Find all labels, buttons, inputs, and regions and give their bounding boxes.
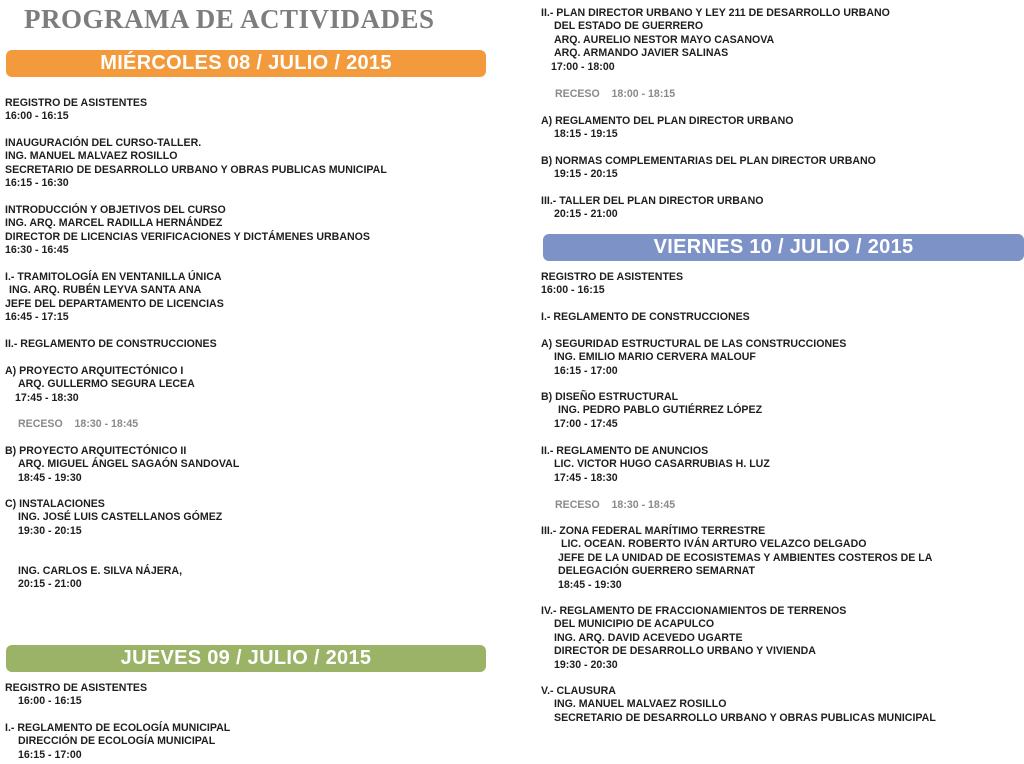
activity-time: 19:15 - 20:15 xyxy=(554,168,618,181)
activity-title: B) NORMAS COMPLEMENTARIAS DEL PLAN DIRECTOR URBANO xyxy=(541,155,876,167)
activity-time: 16:15 - 16:30 xyxy=(5,177,69,190)
activity-title: B) PROYECTO ARQUITECTÓNICO II xyxy=(5,445,187,457)
activity-introduccion xyxy=(5,204,370,258)
activity-normas xyxy=(541,155,876,182)
activity-plan-director xyxy=(541,7,890,74)
speaker-name: ARQ. GULLERMO SEGURA LECEA xyxy=(18,378,195,391)
speaker-role: DELEGACIÓN GUERRERO SEMARNAT xyxy=(558,565,755,578)
activity-time: 16:45 - 17:15 xyxy=(5,311,69,324)
activity-title: III.- ZONA FEDERAL MARÍTIMO TERRESTRE xyxy=(541,525,766,537)
activity-time: 18:45 - 19:30 xyxy=(18,471,82,484)
activity-time: 19:30 - 20:30 xyxy=(554,658,618,671)
activity-subtitle: DEL ESTADO DE GUERRERO xyxy=(554,20,704,33)
activity-tramitologia xyxy=(5,271,224,325)
activity-instalaciones xyxy=(5,498,222,538)
activity-title: IV.- REGLAMENTO DE FRACCIONAMIENTOS DE TERRENOS xyxy=(541,605,847,617)
speaker-name: ING. ARQ. MARCEL RADILLA HERNÁNDEZ xyxy=(5,217,223,230)
activity-fraccionamientos xyxy=(541,605,846,672)
activity-taller xyxy=(541,195,763,222)
speaker-name: LIC. OCEAN. ROBERTO IVÁN ARTURO VELAZCO DELGADO xyxy=(561,538,867,551)
speaker-name: ING. CARLOS E. SILVA NÁJERA, xyxy=(18,565,183,577)
activity-inauguracion xyxy=(5,137,387,191)
activity-registro xyxy=(5,97,147,124)
activity-time: 18:45 - 19:30 xyxy=(558,578,622,591)
receso-label: RECESO xyxy=(555,499,600,511)
day-banner-wednesday: MIÉRCOLES 08 / JULIO / 2015 xyxy=(6,50,486,77)
activity-registro xyxy=(541,271,683,298)
receso-break xyxy=(5,418,138,431)
activity-title: A) SEGURIDAD ESTRUCTURAL DE LAS CONSTRUCCIONES xyxy=(541,338,847,350)
activity-ecologia xyxy=(5,722,230,762)
activity-time: 16:00 - 16:15 xyxy=(541,284,605,297)
day-banner-thursday: JUEVES 09 / JULIO / 2015 xyxy=(6,645,486,672)
speaker-name: ARQ. AURELIO NESTOR MAYO CASANOVA xyxy=(554,33,775,46)
activity-time: 16:00 - 16:15 xyxy=(18,695,82,708)
speaker-name: ING. ARQ. DAVID ACEVEDO UGARTE xyxy=(554,631,743,644)
speaker-name: LIC. VICTOR HUGO CASARRUBIAS H. LUZ xyxy=(554,458,770,471)
activity-title: II.- REGLAMENTO DE ANUNCIOS xyxy=(541,445,709,457)
receso-label: RECESO xyxy=(555,88,600,100)
activity-title: I.- TRAMITOLOGÍA EN VENTANILLA ÚNICA xyxy=(5,271,222,283)
receso-time: 18:30 - 18:45 xyxy=(74,418,139,430)
activity-time: 18:15 - 19:15 xyxy=(554,128,618,141)
activity-time: 17:45 - 18:30 xyxy=(15,391,79,404)
activity-time: 17:00 - 18:00 xyxy=(551,60,615,73)
speaker-name: ING. ARQ. RUBÉN LEYVA SANTA ANA xyxy=(9,284,202,297)
activity-time: 20:15 - 21:00 xyxy=(554,208,618,221)
activity-title: II.- PLAN DIRECTOR URBANO Y LEY 211 DE DESARROLLO URBANO xyxy=(541,7,890,19)
speaker-role: JEFE DEL DEPARTAMENTO DE LICENCIAS xyxy=(5,297,224,310)
activity-title: REGISTRO DE ASISTENTES xyxy=(5,97,148,109)
section-reglamento-construcciones xyxy=(5,338,217,351)
activity-diseno xyxy=(541,391,762,431)
activity-clausura xyxy=(541,685,936,725)
activity-title: A) PROYECTO ARQUITECTÓNICO I xyxy=(5,365,184,377)
activity-time: 20:15 - 21:00 xyxy=(18,578,82,591)
activity-title: INTRODUCCIÓN Y OBJETIVOS DEL CURSO xyxy=(5,204,226,216)
activity-zona-federal xyxy=(541,525,932,592)
activity-registro xyxy=(5,682,147,709)
activity-title: INAUGURACIÓN DEL CURSO-TALLER. xyxy=(5,137,202,149)
speaker-name: ING. MANUEL MALVAEZ ROSILLO xyxy=(554,698,727,711)
day-banner-friday: VIERNES 10 / JULIO / 2015 xyxy=(543,234,1024,261)
activity-title: III.- TALLER DEL PLAN DIRECTOR URBANO xyxy=(541,195,764,207)
activity-time: 16:15 - 17:00 xyxy=(554,364,618,377)
speaker-name: ARQ. MIGUEL ÁNGEL SAGAÓN SANDOVAL xyxy=(18,458,240,471)
speaker-name: ING. EMILIO MARIO CERVERA MALOUF xyxy=(554,351,756,364)
speaker-name: ING. JOSÉ LUIS CASTELLANOS GÓMEZ xyxy=(18,511,223,524)
speaker-role: DIRECTOR DE LICENCIAS VERIFICACIONES Y DICTÁMENES URBANOS xyxy=(5,230,370,243)
receso-label: RECESO xyxy=(18,418,63,430)
speaker-role: SECRETARIO DE DESARROLLO URBANO Y OBRAS PUBLICAS MUNICIPAL xyxy=(554,711,936,724)
receso-time: 18:30 - 18:45 xyxy=(611,499,676,511)
activity-title: V.- CLAUSURA xyxy=(541,685,616,697)
section-title: I.- REGLAMENTO DE CONSTRUCCIONES xyxy=(541,311,750,323)
section-title: II.- REGLAMENTO DE CONSTRUCCIONES xyxy=(5,338,217,350)
speaker-role: JEFE DE LA UNIDAD DE ECOSISTEMAS Y AMBIENTES COSTEROS DE LA xyxy=(558,551,933,564)
speaker-role: SECRETARIO DE DESARROLLO URBANO Y OBRAS PUBLICAS MUNICIPAL xyxy=(5,163,387,176)
receso-break xyxy=(541,88,675,101)
activity-time: 16:00 - 16:15 xyxy=(5,110,69,123)
activity-anuncios xyxy=(541,445,770,485)
page-title: PROGRAMA DE ACTIVIDADES xyxy=(24,4,435,34)
speaker-name: DIRECCIÓN DE ECOLOGÍA MUNICIPAL xyxy=(18,735,216,748)
receso-time: 18:00 - 18:15 xyxy=(611,88,676,100)
activity-time: 17:00 - 17:45 xyxy=(554,417,618,430)
activity-time: 19:30 - 20:15 xyxy=(18,524,82,537)
activity-title: REGISTRO DE ASISTENTES xyxy=(541,271,684,283)
speaker-name: ARQ. ARMANDO JAVIER SALINAS xyxy=(554,47,729,60)
activity-title: C) INSTALACIONES xyxy=(5,498,105,510)
activity-proyecto-2 xyxy=(5,445,239,485)
speaker-role: DIRECTOR DE DESARROLLO URBANO Y VIVIENDA xyxy=(554,645,816,658)
activity-time: 16:15 - 17:00 xyxy=(18,748,82,761)
receso-break xyxy=(541,499,675,512)
activity-time: 16:30 - 16:45 xyxy=(5,244,69,257)
activity-title: I.- REGLAMENTO DE ECOLOGÍA MUNICIPAL xyxy=(5,722,231,734)
speaker-name: ING. MANUEL MALVAEZ ROSILLO xyxy=(5,150,178,163)
activity-subtitle: DEL MUNICIPIO DE ACAPULCO xyxy=(554,618,715,631)
speaker-name: ING. PEDRO PABLO GUTIÉRREZ LÓPEZ xyxy=(558,404,763,417)
activity-seguridad xyxy=(541,338,846,378)
activity-title: B) DISEÑO ESTRUCTURAL xyxy=(541,391,679,403)
activity-title: A) REGLAMENTO DEL PLAN DIRECTOR URBANO xyxy=(541,115,794,127)
activity-reglamento-plan xyxy=(541,115,794,142)
activity-proyecto-1 xyxy=(5,365,195,405)
activity-title: REGISTRO DE ASISTENTES xyxy=(5,682,148,694)
activity-time: 17:45 - 18:30 xyxy=(554,471,618,484)
section-reglamento-construcciones xyxy=(541,311,750,324)
activity-silva xyxy=(5,565,182,592)
